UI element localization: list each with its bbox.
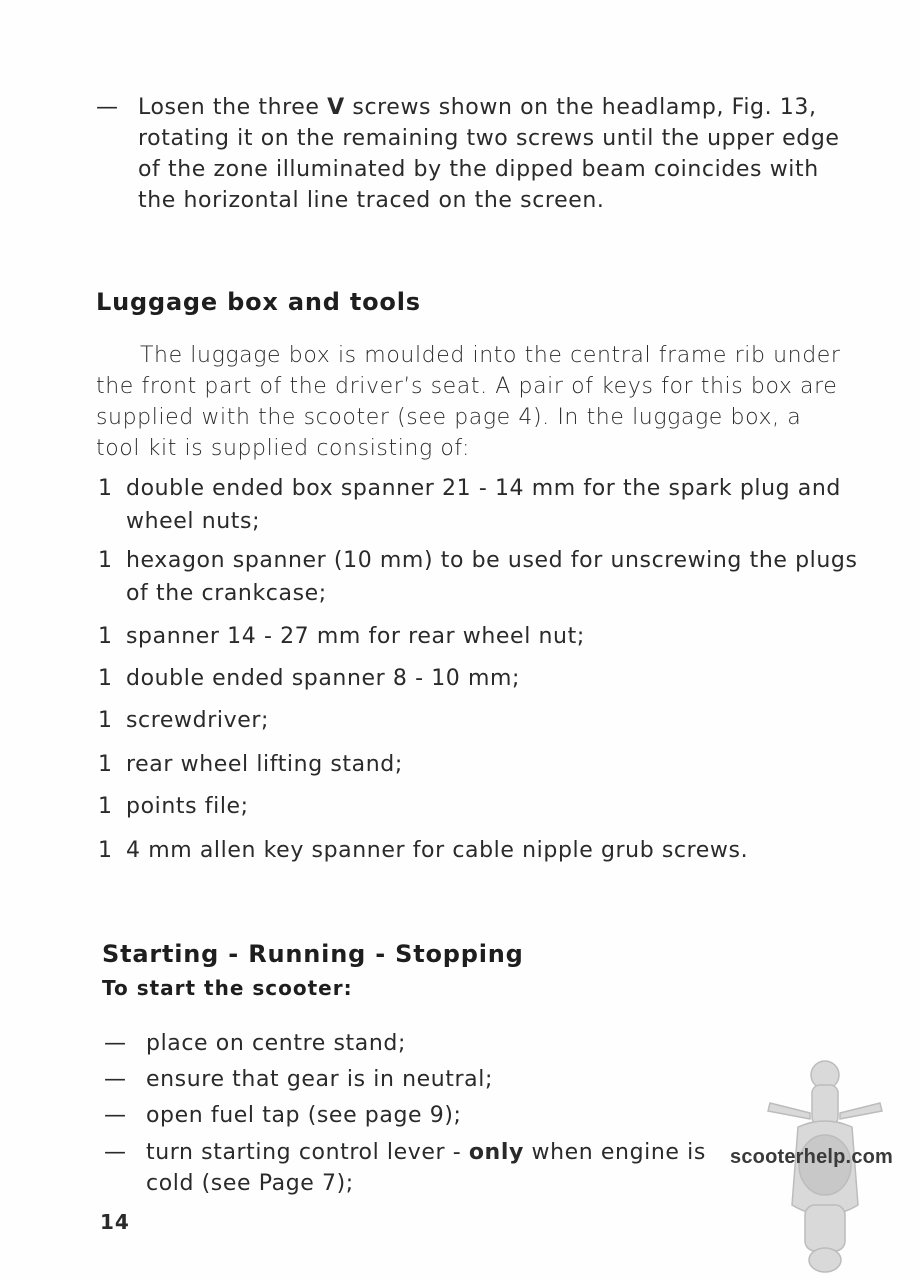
tool-item: 1 hexagon spanner (10 mm) to be used for unscrewing the plugs of the crankcase; bbox=[98, 548, 858, 606]
tool-item: 1 screwdriver; bbox=[98, 708, 269, 733]
start-step: — place on centre stand; bbox=[104, 1028, 744, 1059]
starting-heading: Starting - Running - Stopping bbox=[102, 940, 524, 968]
tool-item: 1 points file; bbox=[98, 794, 249, 819]
watermark-text: scooterhelp.com bbox=[730, 1146, 894, 1168]
dash-marker: — bbox=[104, 1140, 127, 1165]
start-step bbox=[104, 1137, 744, 1199]
dash-marker: — bbox=[104, 1031, 127, 1056]
starting-subheading: To start the scooter: bbox=[102, 976, 353, 1000]
dash-marker: — bbox=[104, 1067, 127, 1092]
headlamp-adjust-text: Losen the three V screws shown on the headlamp, Fig. 13, rotating it on the remaining two screws until the upper edge of the zone illuminated by the dipped beam coincides with the horizontal line traced on the screen. bbox=[138, 95, 840, 213]
tool-item: 1 double ended spanner 8 - 10 mm; bbox=[98, 666, 521, 691]
luggage-heading: Luggage box and tools bbox=[96, 288, 421, 316]
tool-item: 1 rear wheel lifting stand; bbox=[98, 752, 403, 777]
tool-item: 1 4 mm allen key spanner for cable nipple grub screws. bbox=[98, 838, 749, 863]
page-number: 14 bbox=[100, 1210, 130, 1234]
luggage-paragraph: The luggage box is moulded into the central frame rib under the front part of the driver’s seat. A pair of keys for this box are supplied with the scooter (see page 4). In the luggage box, a tool kit is supplied consisting of: bbox=[96, 343, 841, 461]
start-step: — ensure that gear is in neutral; bbox=[104, 1064, 744, 1095]
start-step: — open fuel tap (see page 9); bbox=[104, 1100, 744, 1131]
tool-item: 1 spanner 14 - 27 mm for rear wheel nut; bbox=[98, 624, 585, 649]
tool-item: 1 double ended box spanner 21 - 14 mm for the spark plug and wheel nuts; bbox=[98, 476, 841, 534]
dash-marker: — bbox=[104, 1103, 127, 1128]
headlamp-adjust-step bbox=[96, 92, 856, 216]
start-step-text: turn starting control lever - only when engine is cold (see Page 7); bbox=[146, 1140, 706, 1196]
dash-marker: — bbox=[96, 95, 119, 120]
